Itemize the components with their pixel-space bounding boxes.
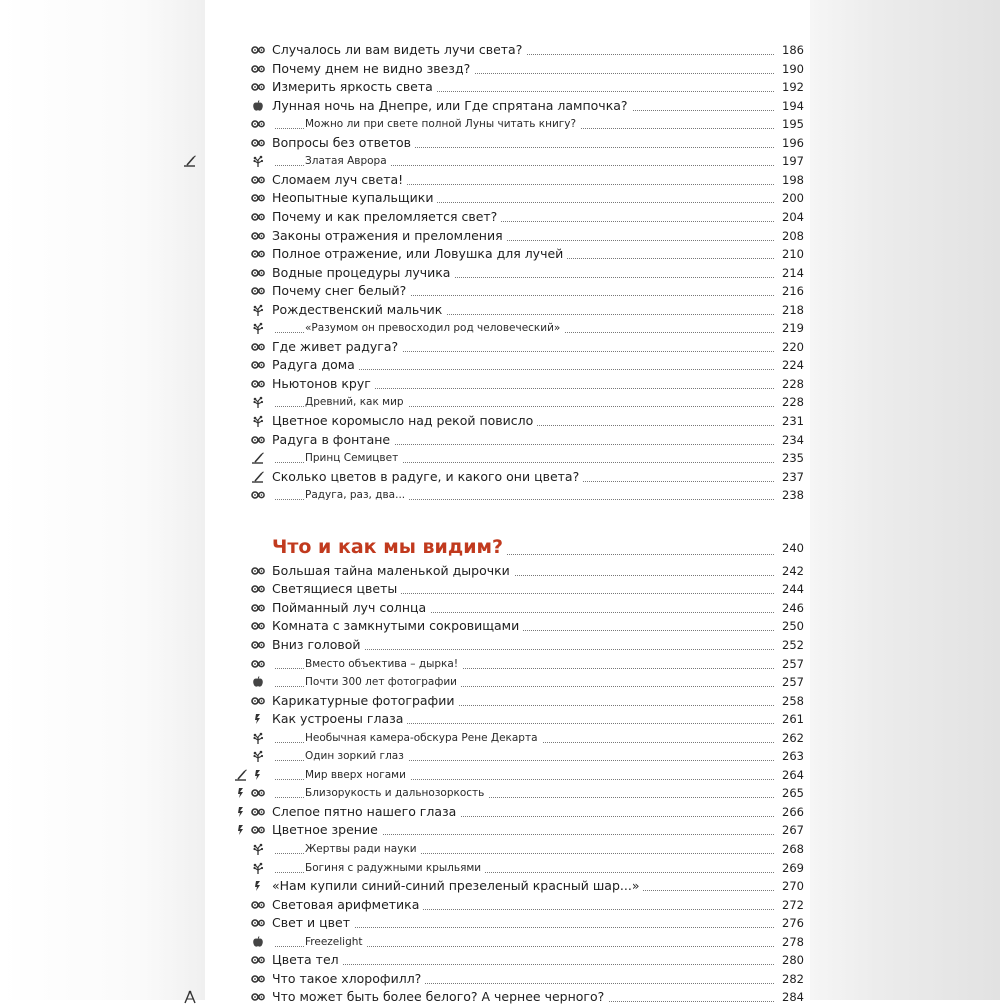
page-number: 264 <box>774 766 804 784</box>
gears-icon <box>251 81 265 93</box>
toc-entry <box>205 988 810 1006</box>
gears-icon <box>251 174 265 186</box>
gears-icon <box>251 267 265 279</box>
toc-entry <box>205 933 810 951</box>
entry-title: Неопытные купальщики <box>272 189 437 207</box>
entry-icons <box>215 601 265 615</box>
entry-icons <box>215 657 265 671</box>
gears-icon <box>251 565 265 577</box>
entry-icons <box>215 229 265 243</box>
entry-icons <box>215 712 265 726</box>
toc-entry <box>205 282 810 300</box>
tree-icon <box>251 304 265 316</box>
toc-entry <box>205 580 810 598</box>
entry-title: Златая Аврора <box>305 152 391 170</box>
gears-icon <box>251 248 265 260</box>
tree-icon <box>251 843 265 855</box>
entry-icons <box>215 470 265 484</box>
entry-title: Цвета тел <box>272 951 343 969</box>
tree-icon <box>251 732 265 744</box>
entry-title: Сколько цветов в радуге, и какого они цвета? <box>272 468 583 486</box>
toc-entry <box>205 264 810 282</box>
table-of-contents <box>205 0 810 1005</box>
entry-icons <box>215 358 265 372</box>
entry-title: Ньютонов круг <box>272 375 375 393</box>
gears-icon <box>251 954 265 966</box>
entry-icons <box>215 898 265 912</box>
entry-icons <box>215 972 265 986</box>
entry-title: Случалось ли вам видеть лучи света? <box>272 41 526 59</box>
entry-icons <box>215 117 265 131</box>
gears-icon <box>251 63 265 75</box>
entry-title: Почему и как преломляется свет? <box>272 208 501 226</box>
entry-icons <box>215 564 265 578</box>
page-number: 214 <box>774 264 804 282</box>
page-number: 200 <box>774 189 804 207</box>
apple-icon <box>251 676 265 688</box>
entry-title: Вместо объектива – дырка! <box>305 655 462 673</box>
gears-icon <box>251 378 265 390</box>
pen-icon <box>251 471 265 483</box>
toc-entry <box>205 41 810 59</box>
entry-icons <box>215 488 265 502</box>
page-number: 195 <box>774 115 804 133</box>
page-number: 231 <box>774 412 804 430</box>
toc-entry <box>205 393 810 411</box>
flame-icon <box>251 713 265 725</box>
page-number: 234 <box>774 431 804 449</box>
toc-entry <box>205 375 810 393</box>
flame-icon <box>234 824 248 836</box>
gears-icon <box>251 620 265 632</box>
entry-icons <box>215 675 265 689</box>
page-number: 219 <box>774 319 804 337</box>
toc-section-heading <box>205 534 810 560</box>
entry-icons <box>215 433 265 447</box>
entry-icons <box>215 266 265 280</box>
entry-title: Радуга дома <box>272 356 359 374</box>
gears-icon <box>251 991 265 1003</box>
book-page <box>205 0 810 1005</box>
tree-icon <box>251 322 265 334</box>
toc-entry <box>205 152 810 170</box>
entry-title: Как устроены глаза <box>272 710 407 728</box>
tree-icon <box>251 862 265 874</box>
entry-title: Один зоркий глаз <box>305 747 408 765</box>
page-number: 257 <box>774 673 804 691</box>
toc-entry <box>205 636 810 654</box>
tree-icon <box>251 155 265 167</box>
page-number: 186 <box>774 41 804 59</box>
gears-icon <box>251 602 265 614</box>
page-number: 216 <box>774 282 804 300</box>
page-number: 272 <box>774 896 804 914</box>
gears-icon <box>251 658 265 670</box>
page-number: 257 <box>774 655 804 673</box>
apple-icon <box>251 100 265 112</box>
dot-leader <box>275 964 780 965</box>
entry-icons <box>215 99 265 113</box>
page-number: 269 <box>774 859 804 877</box>
entry-title: «Разумом он превосходил род человеческий» <box>305 319 564 337</box>
entry-icons <box>215 842 265 856</box>
gears-icon <box>251 230 265 242</box>
pen-icon <box>251 452 265 464</box>
flame-icon <box>234 806 248 818</box>
toc-entry <box>205 189 810 207</box>
entry-icons <box>215 62 265 76</box>
entry-title: Сломаем луч света! <box>272 171 407 189</box>
entry-title: «Нам купили синий-синий презеленый красный шар...» <box>272 877 643 895</box>
left-margin <box>0 0 205 1000</box>
page-number: 278 <box>774 933 804 951</box>
pen-icon <box>234 769 248 781</box>
entry-title: Рождественский мальчик <box>272 301 446 319</box>
page-number: 282 <box>774 970 804 988</box>
entry-icons <box>215 284 265 298</box>
toc-entry <box>205 227 810 245</box>
entry-icons <box>215 749 265 763</box>
entry-icons <box>215 619 265 633</box>
toc-entry <box>205 78 810 96</box>
tree-icon <box>251 415 265 427</box>
entry-icons <box>215 990 265 1004</box>
entry-title: Радуга в фонтане <box>272 431 394 449</box>
page-number: 266 <box>774 803 804 821</box>
entry-title: Световая арифметика <box>272 896 423 914</box>
page-number: 208 <box>774 227 804 245</box>
entry-title: Светящиеся цветы <box>272 580 401 598</box>
entry-title: Древний, как мир <box>305 393 408 411</box>
entry-title: Большая тайна маленькой дырочки <box>272 562 514 580</box>
entry-icons <box>215 395 265 409</box>
toc-entry <box>205 951 810 969</box>
gears-icon <box>251 359 265 371</box>
gears-icon <box>251 639 265 651</box>
entry-title: Что может быть более белого? А чернее черного? <box>272 988 608 1006</box>
entry-icons <box>215 916 265 930</box>
toc-entry <box>205 859 810 877</box>
entry-title: Вопросы без ответов <box>272 134 415 152</box>
toc-entry <box>205 356 810 374</box>
page-number: 276 <box>774 914 804 932</box>
page-number: 218 <box>774 301 804 319</box>
gears-icon <box>251 787 265 799</box>
toc-entry <box>205 338 810 356</box>
entry-icons <box>215 173 265 187</box>
page-number: 228 <box>774 375 804 393</box>
gears-icon <box>251 489 265 501</box>
toc-entry <box>205 692 810 710</box>
entry-title: Водные процедуры лучика <box>272 264 454 282</box>
page-number: 197 <box>774 152 804 170</box>
toc-entry <box>205 821 810 839</box>
gears-icon <box>251 806 265 818</box>
page-number: 280 <box>774 951 804 969</box>
entry-icons <box>215 953 265 967</box>
toc-entry <box>205 486 810 504</box>
toc-entry <box>205 747 810 765</box>
page-number: 252 <box>774 636 804 654</box>
page-number: 240 <box>774 539 804 557</box>
gears-icon <box>251 434 265 446</box>
page-number: 192 <box>774 78 804 96</box>
entry-icons <box>215 638 265 652</box>
page-number: 242 <box>774 562 804 580</box>
gears-icon <box>251 973 265 985</box>
pen-icon <box>183 154 197 168</box>
entry-icons <box>215 43 265 57</box>
toc-entry <box>205 301 810 319</box>
entry-icons <box>215 879 265 893</box>
toc-entry <box>205 914 810 932</box>
entry-title: Принц Семицвет <box>305 449 402 467</box>
entry-icons <box>215 694 265 708</box>
entry-title: Богиня с радужными крыльями <box>305 859 485 877</box>
page-number: 262 <box>774 729 804 747</box>
entry-title: Слепое пятно нашего глаза <box>272 803 460 821</box>
page-number: 196 <box>774 134 804 152</box>
page-number: 194 <box>774 97 804 115</box>
toc-entry <box>205 115 810 133</box>
entry-icons <box>215 247 265 261</box>
toc-entry <box>205 896 810 914</box>
entry-icons <box>215 861 265 875</box>
entry-icons <box>215 823 265 837</box>
toc-entry <box>205 710 810 728</box>
entry-title: Почему днем не видно звезд? <box>272 60 474 78</box>
toc-entry <box>205 171 810 189</box>
toc-entry <box>205 134 810 152</box>
toc-entry <box>205 319 810 337</box>
tree-icon <box>251 396 265 408</box>
entry-icons <box>215 80 265 94</box>
page-number: 268 <box>774 840 804 858</box>
page-number: 237 <box>774 468 804 486</box>
entry-title: Лунная ночь на Днепре, или Где спрятана лампочка? <box>272 97 632 115</box>
page-number: 220 <box>774 338 804 356</box>
entry-title: Радуга, раз, два... <box>305 486 409 504</box>
toc-entry <box>205 468 810 486</box>
gears-icon <box>251 137 265 149</box>
entry-title: Жертвы ради науки <box>305 840 421 858</box>
entry-title: Почти 300 лет фотографии <box>305 673 461 691</box>
toc-entry <box>205 655 810 673</box>
gears-icon <box>251 695 265 707</box>
entry-icons <box>215 414 265 428</box>
entry-icons <box>215 210 265 224</box>
entry-icons <box>215 136 265 150</box>
flame-icon <box>234 787 248 799</box>
toc-entry <box>205 431 810 449</box>
page-number: 263 <box>774 747 804 765</box>
toc-entry <box>205 877 810 895</box>
toc-entry <box>205 617 810 635</box>
entry-title: Где живет радуга? <box>272 338 402 356</box>
page-number: 228 <box>774 393 804 411</box>
entry-icons <box>215 377 265 391</box>
entry-title: Пойманный луч солнца <box>272 599 430 617</box>
toc-entry <box>205 97 810 115</box>
toc-entry <box>205 245 810 263</box>
entry-title: Свет и цвет <box>272 914 354 932</box>
page-number: 238 <box>774 486 804 504</box>
toc-entry <box>205 208 810 226</box>
entry-title: Близорукость и дальнозоркость <box>305 784 488 802</box>
page-number: 198 <box>774 171 804 189</box>
entry-title: Карикатурные фотографии <box>272 692 458 710</box>
toc-entry <box>205 562 810 580</box>
entry-title: Можно ли при свете полной Луны читать книгу? <box>305 115 580 133</box>
gears-icon <box>251 583 265 595</box>
gears-icon <box>251 899 265 911</box>
entry-title: Почему снег белый? <box>272 282 410 300</box>
entry-title: Измерить яркость света <box>272 78 437 96</box>
gears-icon <box>251 118 265 130</box>
entry-icons <box>215 451 265 465</box>
entry-icons <box>215 786 265 800</box>
toc-entry <box>205 673 810 691</box>
entry-title: Мир вверх ногами <box>305 766 410 784</box>
entry-icons <box>215 731 265 745</box>
page-number: 190 <box>774 60 804 78</box>
gears-icon <box>251 824 265 836</box>
gears-icon <box>251 44 265 56</box>
toc-entry <box>205 970 810 988</box>
flame-icon <box>251 769 265 781</box>
page-number: 204 <box>774 208 804 226</box>
toc-entry <box>205 599 810 617</box>
toc-entry <box>205 840 810 858</box>
flame-icon <box>251 880 265 892</box>
entry-icons <box>215 582 265 596</box>
page-number: 270 <box>774 877 804 895</box>
entry-icons <box>215 191 265 205</box>
page-number: 267 <box>774 821 804 839</box>
entry-icons <box>215 935 265 949</box>
compass-icon <box>183 990 197 1004</box>
right-page-edge <box>810 0 1000 1000</box>
entry-icons <box>215 340 265 354</box>
entry-title: Цветное зрение <box>272 821 382 839</box>
apple-icon <box>251 936 265 948</box>
entry-title: Законы отражения и преломления <box>272 227 507 245</box>
toc-entry <box>205 412 810 430</box>
gears-icon <box>251 285 265 297</box>
page-number: 224 <box>774 356 804 374</box>
gears-icon <box>251 211 265 223</box>
page-number: 258 <box>774 692 804 710</box>
toc-entry <box>205 449 810 467</box>
page-number: 246 <box>774 599 804 617</box>
entry-title: Вниз головой <box>272 636 364 654</box>
entry-icons <box>215 321 265 335</box>
toc-entry <box>205 60 810 78</box>
page-number: 265 <box>774 784 804 802</box>
entry-icons <box>215 154 265 168</box>
entry-icons <box>215 768 265 782</box>
entry-title: Цветное коромысло над рекой повисло <box>272 412 537 430</box>
page-number: 235 <box>774 449 804 467</box>
gears-icon <box>251 192 265 204</box>
toc-entry <box>205 784 810 802</box>
entry-icons <box>215 805 265 819</box>
page-number: 244 <box>774 580 804 598</box>
page-number: 210 <box>774 245 804 263</box>
toc-entry <box>205 803 810 821</box>
gears-icon <box>251 917 265 929</box>
page-number: 261 <box>774 710 804 728</box>
entry-title: Необычная камера-обскура Рене Декарта <box>305 729 542 747</box>
entry-title: Что такое хлорофилл? <box>272 970 425 988</box>
entry-title: Комната с замкнутыми сокровищами <box>272 617 523 635</box>
page-number: 284 <box>774 988 804 1006</box>
page-number: 250 <box>774 617 804 635</box>
toc-entry <box>205 729 810 747</box>
entry-title: Freezelight <box>305 933 367 951</box>
gears-icon <box>251 341 265 353</box>
tree-icon <box>251 750 265 762</box>
toc-entry <box>205 766 810 784</box>
entry-icons <box>215 303 265 317</box>
entry-title: Полное отражение, или Ловушка для лучей <box>272 245 567 263</box>
section-title: Что и как мы видим? <box>272 534 507 560</box>
